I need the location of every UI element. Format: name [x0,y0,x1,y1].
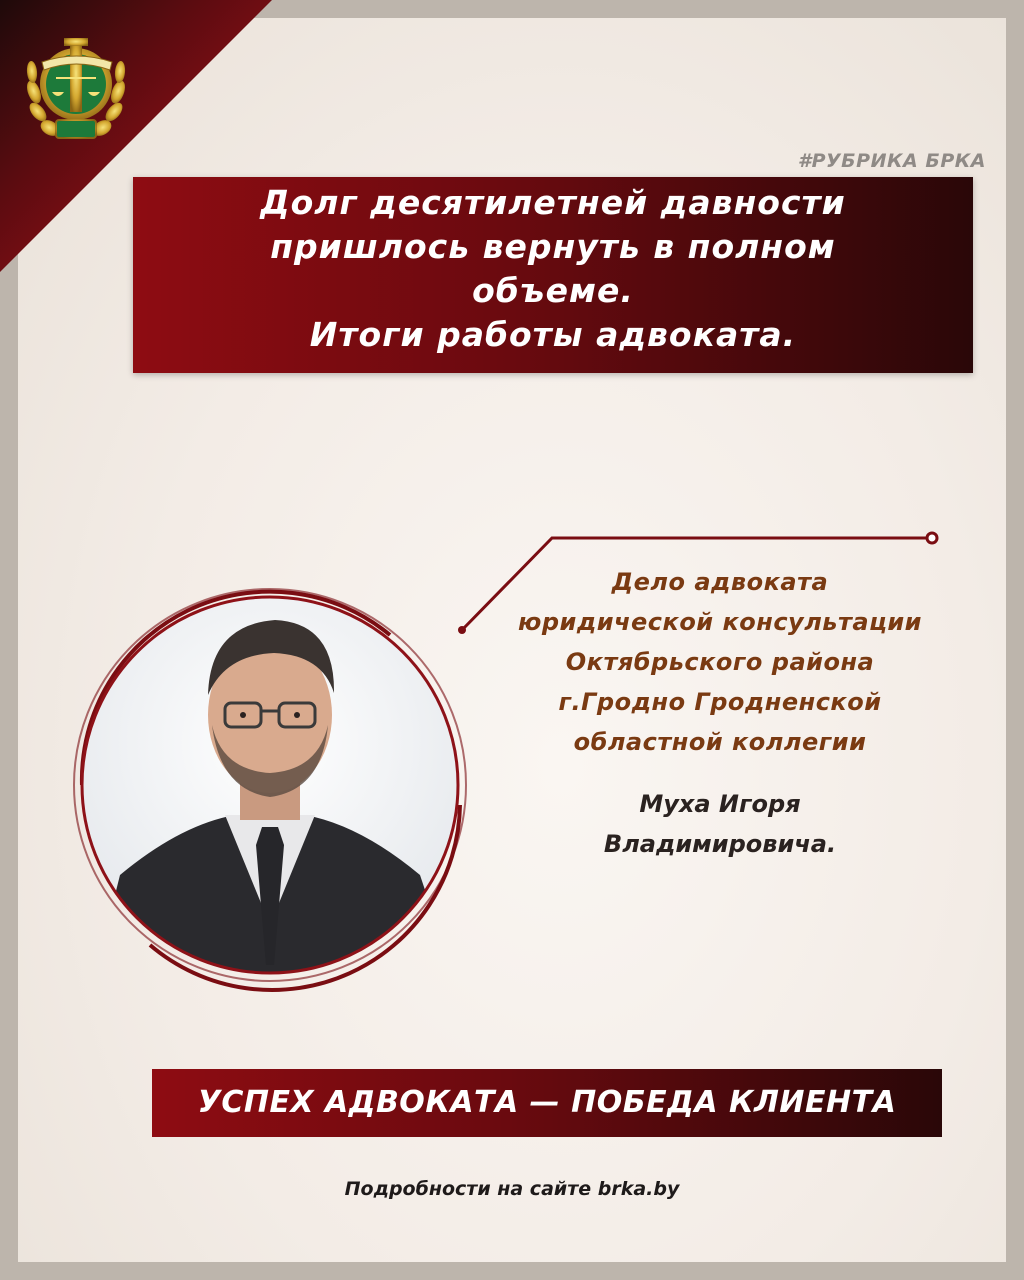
case-line: Октябрьского района [565,648,875,676]
footer-link-text: Подробности на сайте brka.by [344,1178,680,1200]
slogan-banner [152,1069,942,1137]
lawyer-name-line: Владимировича. [603,830,837,858]
case-description [480,562,960,762]
title-line: пришлось вернуть в полном [270,227,836,266]
lawyer-name-line: Муха Игоря [639,790,801,818]
lawyer-name [480,784,960,864]
case-line: г.Гродно Гродненской [558,688,882,716]
case-line: юридической консультации [518,608,922,636]
title-banner [133,177,973,373]
title-line: объеме. [472,271,634,310]
case-line: Дело адвоката [611,568,829,596]
bar-association-emblem-icon [20,22,132,144]
lawyer-portrait [60,575,480,995]
title-line: Долг десятилетней давности [260,183,846,222]
title-line: Итоги работы адвоката. [309,315,797,354]
rubric-label: #РУБРИКА БРКА [797,150,986,172]
page-title [133,181,973,357]
slogan-text: УСПЕХ АДВОКАТА — ПОБЕДА КЛИЕНТА [197,1085,897,1120]
case-line: областной коллегии [573,728,867,756]
